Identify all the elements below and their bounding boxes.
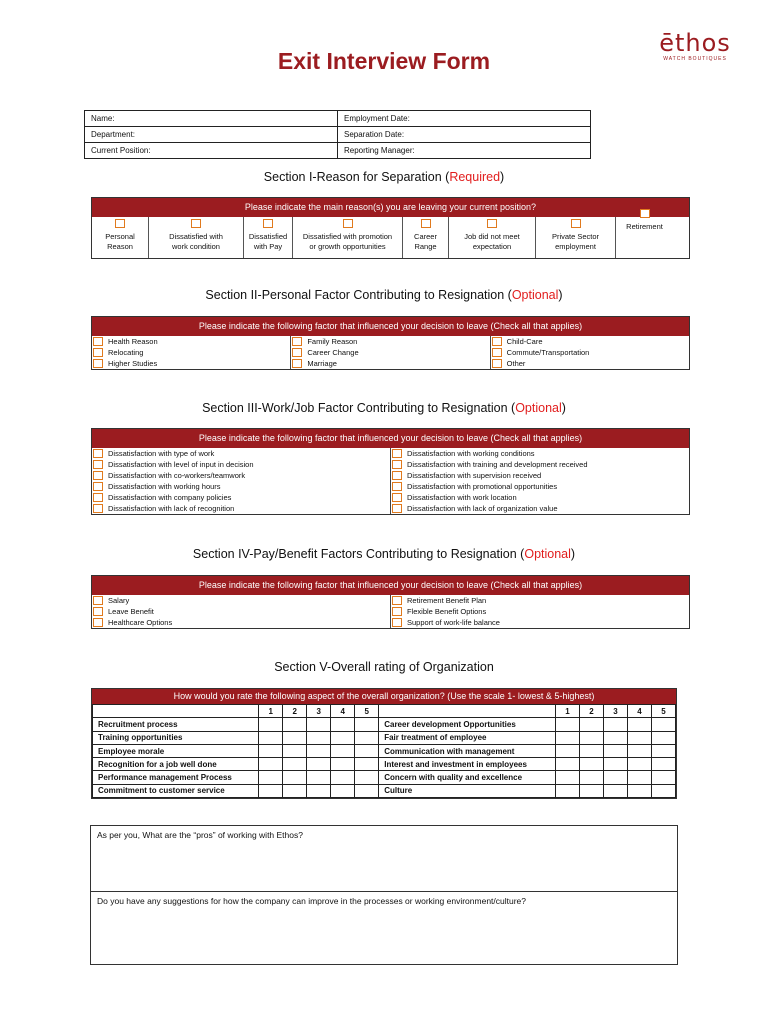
option-label: Dissatisfaction with work location: [407, 493, 517, 502]
checkbox-icon[interactable]: [93, 493, 103, 502]
option-label: Leave Benefit: [108, 607, 154, 616]
checkbox-icon[interactable]: [191, 219, 201, 228]
option-column: [92, 595, 390, 628]
section-2-title-close: ): [558, 288, 563, 302]
option-column: [290, 336, 489, 369]
rating-aspect-label: Interest and investment in employees: [379, 758, 556, 771]
rating-row: [93, 758, 676, 771]
rating-cell[interactable]: [307, 784, 331, 797]
rating-cell[interactable]: [307, 771, 331, 784]
option-label: Commute/Transportation: [506, 348, 590, 357]
rating-cell[interactable]: [259, 744, 283, 757]
option-column: [390, 448, 689, 514]
rating-cell[interactable]: [355, 744, 379, 757]
checkbox-option[interactable]: [391, 448, 689, 459]
section-1-title-text: Section I-Reason for Separation (: [263, 170, 450, 184]
section-1-header: Please indicate the main reason(s) you are leaving your current position?: [92, 198, 689, 217]
reason-label: Personal: [105, 232, 135, 241]
section-1-box: [91, 197, 690, 259]
option-column: [390, 595, 689, 628]
rating-cell[interactable]: [331, 758, 355, 771]
section-4-options: [92, 595, 689, 628]
scale-number: 4: [628, 705, 652, 718]
section-4-title-close: ): [570, 547, 576, 561]
pros-question-area[interactable]: [91, 826, 677, 892]
reason-label-line2: employment: [555, 242, 596, 251]
checkbox-icon[interactable]: [93, 337, 103, 346]
checkbox-option[interactable]: [92, 358, 290, 369]
info-row: [85, 127, 591, 143]
rating-cell[interactable]: [283, 784, 307, 797]
section-4-title: [0, 547, 768, 561]
section-4-box: [91, 575, 690, 629]
rating-scale-row: [93, 705, 676, 718]
option-label: Dissatisfaction with working conditions: [407, 449, 535, 458]
checkbox-icon[interactable]: [93, 596, 103, 605]
checkbox-icon[interactable]: [392, 493, 402, 502]
checkbox-icon[interactable]: [492, 337, 502, 346]
reason-option[interactable]: [92, 217, 148, 258]
checkbox-icon[interactable]: [263, 219, 273, 228]
checkbox-option[interactable]: [92, 595, 390, 606]
checkbox-icon[interactable]: [292, 348, 302, 357]
rating-cell[interactable]: [259, 771, 283, 784]
rating-aspect-label: Performance management Process: [93, 771, 259, 784]
checkbox-option[interactable]: [391, 617, 689, 628]
rating-aspect-label: Commitment to customer service: [93, 784, 259, 797]
rating-row: [93, 744, 676, 757]
rating-cell[interactable]: [355, 784, 379, 797]
option-label: Dissatisfaction with supervision received: [407, 471, 542, 480]
rating-cell[interactable]: [556, 731, 580, 744]
option-label: Dissatisfaction with level of input in decision: [108, 460, 254, 469]
rating-cell[interactable]: [283, 771, 307, 784]
section-3-title-text: Section III-Work/Job Factor Contributing to Resignation (: [202, 401, 516, 415]
reason-option[interactable]: [402, 217, 448, 258]
rating-cell[interactable]: [652, 731, 676, 744]
rating-row: [93, 771, 676, 784]
rating-cell[interactable]: [628, 731, 652, 744]
reason-option[interactable]: [535, 217, 615, 258]
checkbox-icon[interactable]: [93, 449, 103, 458]
section-5-title-text: Section V-Overall rating of Organization: [274, 660, 494, 674]
rating-cell[interactable]: [259, 758, 283, 771]
rating-cell[interactable]: [283, 744, 307, 757]
rating-table: [92, 704, 676, 798]
checkbox-option[interactable]: [391, 481, 689, 492]
checkbox-icon[interactable]: [93, 482, 103, 491]
option-column: [92, 448, 390, 514]
blank-cell: [93, 705, 259, 718]
rating-cell[interactable]: [652, 758, 676, 771]
option-label: Dissatisfaction with company policies: [108, 493, 232, 502]
checkbox-icon[interactable]: [93, 359, 103, 368]
rating-cell[interactable]: [556, 784, 580, 797]
rating-cell[interactable]: [652, 784, 676, 797]
checkbox-icon[interactable]: [421, 219, 431, 228]
checkbox-option[interactable]: [391, 595, 689, 606]
checkbox-option[interactable]: [92, 459, 390, 470]
checkbox-icon[interactable]: [392, 449, 402, 458]
option-label: Child-Care: [506, 337, 543, 346]
reason-label-line2: expectation: [472, 242, 512, 251]
checkbox-icon[interactable]: [392, 504, 402, 513]
checkbox-option[interactable]: [391, 503, 689, 514]
rating-cell[interactable]: [259, 731, 283, 744]
rating-cell[interactable]: [604, 771, 628, 784]
checkbox-icon[interactable]: [392, 607, 402, 616]
checkbox-icon[interactable]: [93, 618, 103, 627]
option-label: Healthcare Options: [108, 618, 173, 627]
name-field[interactable]: Name:: [85, 111, 338, 127]
reporting-manager-field[interactable]: Reporting Manager:: [338, 143, 591, 159]
scale-number: 4: [331, 705, 355, 718]
checkbox-icon[interactable]: [93, 460, 103, 469]
option-label: Dissatisfaction with training and development received: [407, 460, 588, 469]
option-column: [490, 336, 689, 369]
option-label: Family Reason: [307, 337, 358, 346]
rating-aspect-label: Training opportunities: [93, 731, 259, 744]
logo-tagline: WATCH BOUTIQUES: [663, 56, 727, 62]
section-2-header: Please indicate the following factor that influenced your decision to leave (Check all that applies): [92, 317, 689, 336]
checkbox-icon[interactable]: [115, 219, 125, 228]
reason-label: Dissatisfied: [248, 232, 288, 241]
rating-cell[interactable]: [307, 718, 331, 731]
scale-number: 3: [604, 705, 628, 718]
logo-wordmark: ēthos: [659, 29, 731, 57]
checkbox-option[interactable]: [491, 336, 689, 347]
rating-row: [93, 718, 676, 731]
reasons-row: [92, 217, 689, 258]
reason-label: Job did not meet: [464, 232, 520, 241]
reason-label-line2: or growth opportunities: [309, 242, 386, 251]
scale-number: 1: [556, 705, 580, 718]
rating-cell[interactable]: [652, 771, 676, 784]
reason-label-line2: with Pay: [253, 242, 283, 251]
checkbox-option[interactable]: [491, 347, 689, 358]
section-2-box: [91, 316, 690, 370]
section-2-options: [92, 336, 689, 369]
checkbox-icon[interactable]: [492, 359, 502, 368]
reason-label-line2: work condition: [172, 242, 220, 251]
section-4-header: Please indicate the following factor that influenced your decision to leave (Check all that applies): [92, 576, 689, 595]
option-label: Dissatisfaction with type of work: [108, 449, 215, 458]
rating-cell[interactable]: [307, 744, 331, 757]
open-questions-box: [90, 825, 678, 965]
reason-option[interactable]: [243, 217, 292, 258]
optional-tag: Optional: [515, 401, 562, 415]
rating-cell[interactable]: [580, 731, 604, 744]
rating-cell[interactable]: [556, 744, 580, 757]
reason-label: Dissatisfied with: [169, 232, 223, 241]
checkbox-option[interactable]: [291, 336, 489, 347]
section-3-options: [92, 448, 689, 514]
option-label: Dissatisfaction with working hours: [108, 482, 221, 491]
rating-cell[interactable]: [604, 718, 628, 731]
section-2-title: [0, 288, 768, 302]
rating-cell[interactable]: [331, 744, 355, 757]
rating-cell[interactable]: [580, 784, 604, 797]
info-row: [85, 143, 591, 159]
checkbox-option[interactable]: [391, 606, 689, 617]
option-label: Salary: [108, 596, 130, 605]
rating-cell[interactable]: [331, 784, 355, 797]
section-1-title-close: ): [500, 170, 505, 184]
scale-number: 3: [307, 705, 331, 718]
checkbox-icon[interactable]: [571, 219, 581, 228]
rating-cell[interactable]: [259, 718, 283, 731]
scale-number: 5: [652, 705, 676, 718]
checkbox-icon[interactable]: [640, 209, 650, 218]
option-label: Dissatisfaction with lack of organization value: [407, 504, 558, 513]
current-position-field[interactable]: Current Position:: [85, 143, 338, 159]
rating-cell[interactable]: [355, 718, 379, 731]
scale-number: 2: [580, 705, 604, 718]
rating-cell[interactable]: [604, 784, 628, 797]
option-label: Dissatisfaction with lack of recognition: [108, 504, 235, 513]
blank-cell: [379, 705, 556, 718]
reason-label-line2: Range: [414, 242, 437, 251]
rating-cell[interactable]: [580, 758, 604, 771]
checkbox-option[interactable]: [92, 336, 290, 347]
option-label: Health Reason: [108, 337, 158, 346]
rating-cell[interactable]: [604, 731, 628, 744]
checkbox-icon[interactable]: [492, 348, 502, 357]
rating-cell[interactable]: [259, 784, 283, 797]
rating-cell[interactable]: [580, 718, 604, 731]
section-3-header: Please indicate the following factor that influenced your decision to leave (Check all that applies): [92, 429, 689, 448]
rating-cell[interactable]: [355, 731, 379, 744]
checkbox-option[interactable]: [491, 358, 689, 369]
checkbox-option[interactable]: [92, 470, 390, 481]
rating-cell[interactable]: [283, 758, 307, 771]
checkbox-icon[interactable]: [392, 471, 402, 480]
option-label: Dissatisfaction with promotional opportunities: [407, 482, 558, 491]
rating-cell[interactable]: [628, 744, 652, 757]
checkbox-icon[interactable]: [93, 471, 103, 480]
checkbox-option[interactable]: [92, 617, 390, 628]
rating-cell[interactable]: [556, 771, 580, 784]
rating-cell[interactable]: [580, 744, 604, 757]
rating-row: [93, 731, 676, 744]
department-field[interactable]: Department:: [85, 127, 338, 143]
rating-cell[interactable]: [283, 718, 307, 731]
option-label: Retirement Benefit Plan: [407, 596, 487, 605]
option-label: Flexible Benefit Options: [407, 607, 487, 616]
section-5-title: [0, 660, 768, 674]
checkbox-icon[interactable]: [292, 337, 302, 346]
section-3-box: [91, 428, 690, 515]
checkbox-option[interactable]: [291, 358, 489, 369]
option-label: Support of work-life balance: [407, 618, 500, 627]
employment-date-field[interactable]: Employment Date:: [338, 111, 591, 127]
employee-info-table: [84, 110, 591, 159]
reason-option[interactable]: [615, 217, 673, 258]
rating-cell[interactable]: [628, 771, 652, 784]
checkbox-option[interactable]: [92, 347, 290, 358]
reason-label: Private Sector: [551, 232, 600, 241]
rating-aspect-label: Communication with management: [379, 744, 556, 757]
checkbox-icon[interactable]: [343, 219, 353, 228]
optional-tag: Optional: [511, 288, 559, 302]
reason-label-line2: Reason: [107, 242, 133, 251]
rating-cell[interactable]: [628, 758, 652, 771]
checkbox-icon[interactable]: [93, 348, 103, 357]
checkbox-icon[interactable]: [487, 219, 497, 228]
rating-aspect-label: Recruitment process: [93, 718, 259, 731]
checkbox-icon[interactable]: [292, 359, 302, 368]
checkbox-option[interactable]: [291, 347, 489, 358]
reason-label: Dissatisfied with promotion: [302, 232, 393, 241]
rating-aspect-label: Employee morale: [93, 744, 259, 757]
rating-cell[interactable]: [331, 731, 355, 744]
rating-aspect-label: Fair treatment of employee: [379, 731, 556, 744]
section-3-title-close: ): [561, 401, 566, 415]
checkbox-icon[interactable]: [392, 618, 402, 627]
checkbox-option[interactable]: [92, 492, 390, 503]
rating-cell[interactable]: [628, 718, 652, 731]
scale-number: 1: [259, 705, 283, 718]
section-2-title-text: Section II-Personal Factor Contributing to Resignation (: [205, 288, 512, 302]
rating-cell[interactable]: [307, 758, 331, 771]
option-label: Relocating: [108, 348, 144, 357]
rating-aspect-label: Concern with quality and excellence: [379, 771, 556, 784]
rating-cell[interactable]: [307, 731, 331, 744]
separation-date-field[interactable]: Separation Date:: [338, 127, 591, 143]
checkbox-icon[interactable]: [392, 596, 402, 605]
checkbox-option[interactable]: [92, 503, 390, 514]
required-tag: Required: [449, 170, 501, 184]
rating-cell[interactable]: [355, 758, 379, 771]
rating-cell[interactable]: [604, 758, 628, 771]
scale-number: 5: [355, 705, 379, 718]
checkbox-icon[interactable]: [392, 460, 402, 469]
option-column: [92, 336, 290, 369]
rating-cell[interactable]: [283, 731, 307, 744]
rating-row: [93, 784, 676, 797]
reason-option[interactable]: [292, 217, 402, 258]
rating-cell[interactable]: [556, 718, 580, 731]
reason-label: Career: [414, 232, 437, 241]
rating-cell[interactable]: [580, 771, 604, 784]
rating-cell[interactable]: [331, 771, 355, 784]
checkbox-option[interactable]: [92, 606, 390, 617]
section-4-title-text: Section IV-Pay/Benefit Factors Contributing to Resignation (: [192, 547, 525, 561]
rating-aspect-label: Career development Opportunities: [379, 718, 556, 731]
reason-label: Retirement: [626, 222, 663, 231]
checkbox-option[interactable]: [391, 470, 689, 481]
section-3-title: [0, 401, 768, 415]
option-label: Other: [506, 359, 526, 368]
rating-cell[interactable]: [604, 744, 628, 757]
checkbox-icon[interactable]: [93, 607, 103, 616]
rating-aspect-label: Culture: [379, 784, 556, 797]
section-5-header: How would you rate the following aspect of the overall organization? (Use the scale 1- lowest & 5-highest): [92, 689, 676, 704]
rating-cell[interactable]: [556, 758, 580, 771]
checkbox-option[interactable]: [391, 459, 689, 470]
pros-question: As per you, What are the “pros” of working with Ethos?: [97, 830, 303, 840]
suggestions-question: Do you have any suggestions for how the company can improve in the processes or working environment/culture?: [97, 896, 527, 906]
option-label: Dissatisfaction with co-workers/teamwork: [108, 471, 246, 480]
checkbox-option[interactable]: [92, 481, 390, 492]
checkbox-icon[interactable]: [93, 504, 103, 513]
option-label: Career Change: [307, 348, 359, 357]
rating-cell[interactable]: [628, 784, 652, 797]
option-label: Marriage: [307, 359, 337, 368]
info-row: [85, 111, 591, 127]
form-title: Exit Interview Form: [277, 48, 491, 74]
optional-tag: Optional: [524, 547, 571, 561]
option-label: Higher Studies: [108, 359, 158, 368]
scale-number: 2: [283, 705, 307, 718]
checkbox-option[interactable]: [92, 448, 390, 459]
section-1-title: [0, 170, 768, 184]
checkbox-icon[interactable]: [392, 482, 402, 491]
reason-option[interactable]: [448, 217, 535, 258]
section-5-box: [91, 688, 677, 799]
rating-cell[interactable]: [355, 771, 379, 784]
checkbox-option[interactable]: [391, 492, 689, 503]
rating-cell[interactable]: [652, 718, 676, 731]
rating-cell[interactable]: [331, 718, 355, 731]
reason-option[interactable]: [148, 217, 243, 258]
suggestions-question-area[interactable]: [91, 892, 677, 964]
rating-aspect-label: Recognition for a job well done: [93, 758, 259, 771]
rating-cell[interactable]: [652, 744, 676, 757]
